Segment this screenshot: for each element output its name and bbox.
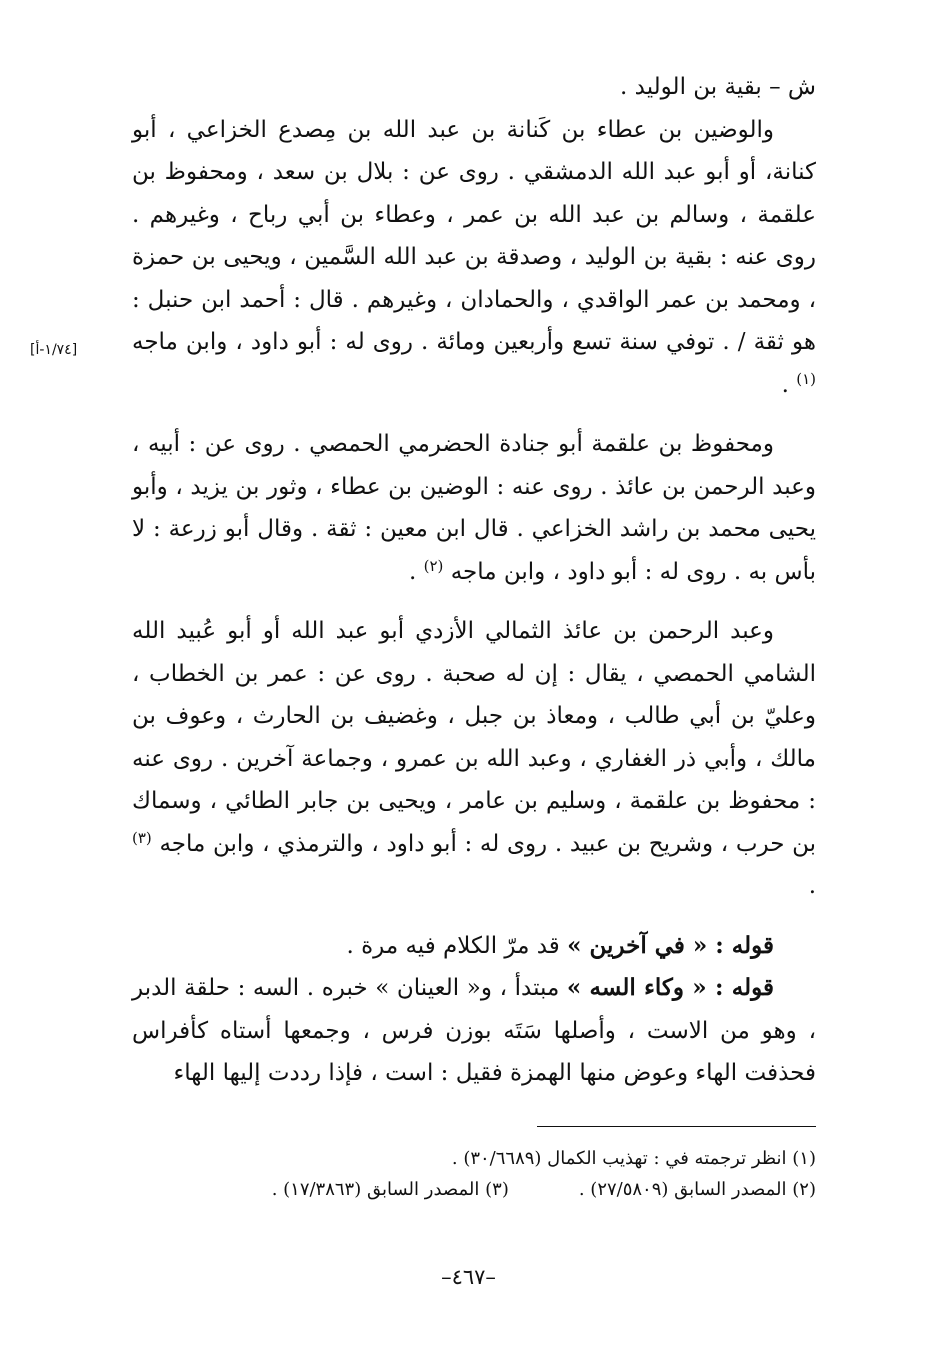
paragraph-fi-akharin [132, 925, 816, 968]
paragraph-fi-akharin-lead: قوله : « في آخرين » [567, 931, 774, 959]
main-text [132, 66, 816, 1095]
paragraph-mahfuz [132, 423, 816, 593]
footnote-row-2-3 [132, 1174, 816, 1205]
footnote-divider [537, 1126, 816, 1127]
manuscript-folio-ref: [١/٧٤-أ] [30, 342, 78, 358]
footnote-marker-1[interactable]: (١) [796, 369, 816, 388]
paragraph-mahfuz-text: ومحفوظ بن علقمة أبو جنادة الحضرمي الحمصي . روى عن : أبيه ، وعبد الرحمن بن عائذ . روى عنه : الوضين بن عطاء ، وثور بن يزيد ، وأبو يحيى محمد بن راشد الخزاعي . قال ابن معين : ثقة . وقال أبو زرعة : لا بأس به . روى له : أبو داود ، وابن ماجه [132, 431, 816, 585]
paragraph-abdulrahman-end: . [808, 873, 816, 899]
footnote-marker-2[interactable]: (٢) [423, 556, 444, 575]
paragraph-wikaa-lead: قوله : « وكاء السه » [566, 974, 774, 1001]
opening-line: ش – بقية بن الوليد . [620, 74, 816, 100]
paragraph-wadin-text: والوضين بن عطاء بن كَنانة بن عبد الله بن مِصدع الخزاعي ، أبو كنانة، أو أبو عبد الله الدمشقي . روى عن : بلال بن سعد ، ومحفوظ بن علقمة ، وسالم بن عبد الله بن عمر ، وعطاء بن أبي رباح ، وغيرهم . روى عنه : بقية بن الوليد ، وصدقة بن عبد الله السَّمين ، ويحيى بن حمزة ، ومحمد بن عمر الواقدي ، والحمادان ، وغيرهم . قال : أحمد ابن حنبل : هو ثقة / . توفي سنة تسع وأربعين ومائة . روى له : أبو داود ، وابن ماجه [132, 116, 816, 355]
footnote-2: (٢) المصدر السابق (٢٧/٥٨٠٩) . [578, 1179, 816, 1200]
footnotes [132, 1143, 816, 1205]
footnote-3: (٣) المصدر السابق (١٧/٣٨٦٣) . [271, 1179, 509, 1200]
paragraph-fi-akharin-text: قد مرّ الكلام فيه مرة . [346, 932, 568, 959]
paragraph-wadin [132, 109, 816, 407]
page-number: –٤٦٧– [441, 1265, 496, 1289]
paragraph-abdulrahman [132, 610, 816, 908]
paragraph-wikaa-text: مبتدأ ، و« العينان » خبره . السه : حلقة الدبر ، وهو من الاست ، وأصلها سَتَه بوزن فرس ، وجمعها أستاه كأفراس فحذفت الهاء وعوض منها الهمزة فقيل : است ، فإذا رددت إليها الهاء [132, 975, 816, 1086]
paragraph-mahfuz-end: . [408, 558, 424, 585]
footnote-marker-3[interactable]: (٣) [132, 828, 152, 847]
paragraph-abdulrahman-text: وعبد الرحمن بن عائذ الثمالي الأزدي أبو عبد الله أو أبو عُبيد الله الشامي الحمصي ، يقال : إن له صحبة . روى عن : عمر بن الخطاب ، وعليّ بن أبي طالب ، ومعاذ بن جبل ، وغضيف بن الحارث ، وعوف بن مالك ، وأبي ذر الغفاري ، وعبد الله بن عمرو ، وجماعة آخرين . روى عنه : محفوظ بن علقمة ، وسليم بن عامر ، ويحيى بن جابر الطائي ، وسماك بن حرب ، وشريح بن عبيد . روى له : أبو داود ، والترمذي ، وابن ماجه [132, 618, 816, 857]
footnote-1: (١) انظر ترجمته في : تهذيب الكمال (٣٠/٦٦٨٩) . [451, 1148, 816, 1169]
paragraph-wadin-end: . [781, 371, 797, 398]
paragraph-wikaa [132, 967, 816, 1095]
